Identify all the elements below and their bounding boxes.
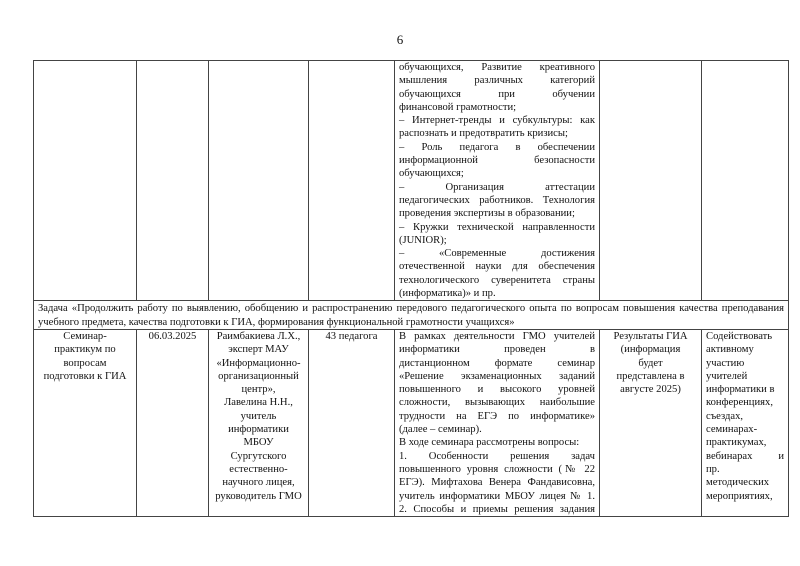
cell-participants: 43 педагога: [309, 329, 395, 516]
content-line: В рамках деятельности ГМО учителей: [399, 330, 595, 342]
content-line: распознать и предотвратить кризисы;: [399, 128, 568, 140]
events-table: [33, 60, 789, 517]
content-line: информатики проведен в: [399, 344, 595, 356]
cell-content: [395, 61, 600, 301]
content-line: финансовой грамотности;: [399, 101, 517, 113]
responsible-line: Сургутского: [230, 450, 287, 462]
recommendation-line: практикумах,: [706, 437, 767, 449]
event-line: подготовки к ГИА: [43, 370, 127, 382]
cell-recommendations: [702, 61, 789, 301]
recommendation-line: мероприятиях,: [706, 490, 773, 502]
content-line: учитель информатики МБОУ лицея № 1.: [399, 490, 595, 502]
content-line: обучающихся, Развитие креативного: [399, 62, 595, 73]
responsible-line: эксперт МАУ: [228, 344, 289, 356]
page-number: 6: [396, 32, 404, 47]
recommendation-line: методических: [706, 477, 770, 489]
content-line: повышенного и высокого уровней: [399, 384, 595, 396]
responsible-line: организационный: [218, 370, 299, 382]
content-line: – Роль педагога в обеспечении: [399, 141, 595, 153]
results-line: представлена в: [616, 370, 685, 382]
content-line: (JUNIOR);: [399, 234, 447, 246]
cell-results: [600, 329, 702, 516]
cell-date: [137, 61, 209, 301]
content-line: трудности на ЕГЭ по информатике»: [399, 410, 595, 422]
cell-responsible: [209, 329, 309, 516]
responsible-line: естественно-: [229, 463, 288, 475]
content-line: – Кружки технической направленности: [399, 221, 595, 233]
recommendation-line: конференциях,: [706, 397, 773, 409]
event-line: Семинар-: [63, 330, 107, 342]
responsible-line: центр»,: [241, 384, 276, 396]
content-line: (далее – семинар).: [399, 424, 482, 436]
event-line: вопросам: [63, 357, 107, 369]
task-row: [34, 301, 789, 330]
recommendation-line: информатики в: [706, 384, 775, 396]
recommendation-line: пр.: [706, 463, 720, 475]
task-text: Задача «Продолжить работу по выявлению, обобщению и распространению передового педагогического опыта по вопросам повышения качества преподавания учебного предмета, качества подготовки к ГИА, формирования функциональной грамотности учащихся»: [34, 301, 789, 330]
results-line: августе 2025): [620, 384, 681, 396]
responsible-line: руководитель ГМО: [215, 490, 302, 502]
cell-results: [600, 61, 702, 301]
content-line: 1. Особенности решения задач: [399, 450, 595, 462]
content-line: ЕГЭ). Мифтахова Венера Фандависовна,: [399, 477, 595, 489]
responsible-line: «Информационно-: [216, 357, 301, 369]
cell-recommendations: [702, 329, 789, 516]
results-line: будет: [638, 357, 663, 369]
content-line: – «Современные достижения: [399, 248, 595, 260]
results-line: Результаты ГИА: [613, 330, 688, 342]
recommendation-line: семинарах-: [706, 424, 758, 436]
recommendation-line: Содействовать: [706, 330, 773, 342]
content-line: повышенного уровня сложности (№ 22: [399, 463, 595, 475]
results-line: (информация: [620, 344, 681, 356]
cell-content: [395, 329, 600, 516]
content-line: технологического суверенитета страны: [399, 274, 595, 286]
responsible-line: МБОУ: [243, 437, 274, 449]
content-line: сложности, вызывающих наибольшие: [399, 397, 595, 409]
cell-responsible: [209, 61, 309, 301]
responsible-line: научного лицея,: [222, 477, 295, 489]
responsible-line: Лавелина Н.Н.,: [224, 397, 293, 409]
content-line: – Интернет-тренды и субкультуры: как: [399, 115, 595, 127]
cell-event: [34, 329, 137, 516]
content-line: (информатика)» и пр.: [399, 288, 496, 300]
responsible-line: Раимбакиева Л.Х.,: [216, 330, 301, 342]
recommendation-line: учителей: [706, 370, 748, 382]
responsible-line: информатики: [228, 424, 289, 436]
content-line: обучающихся;: [399, 168, 464, 180]
table-row-continuation: [34, 61, 789, 301]
content-line: 2. Способы и приемы решения задания: [399, 503, 595, 515]
recommendation-line: активному: [706, 344, 754, 356]
cell-date: 06.03.2025: [137, 329, 209, 516]
content-line: обучающихся при обучении: [399, 88, 595, 100]
content-line: дистанционном формате семинар: [399, 357, 595, 369]
cell-event: [34, 61, 137, 301]
recommendation-line: вебинарах и: [706, 450, 784, 462]
content-line: – Организация аттестации: [399, 181, 595, 193]
event-line: практикум по: [54, 344, 116, 356]
recommendation-line: съездах,: [706, 410, 744, 422]
content-line: информационной безопасности: [399, 155, 595, 167]
table-row-seminar: [34, 329, 789, 516]
content-line: педагогических работников. Технология: [399, 194, 595, 206]
content-line: проведения экспертизы в образовании;: [399, 208, 575, 220]
content-line: «Решение экзаменационных заданий: [399, 370, 595, 382]
cell-participants: [309, 61, 395, 301]
content-line: В ходе семинара рассмотрены вопросы:: [399, 437, 580, 449]
content-line: отечественной науки для обеспечения: [399, 261, 595, 273]
content-line: мышления различных категорий: [399, 75, 595, 87]
responsible-line: учитель: [240, 410, 277, 422]
recommendation-line: участию: [706, 357, 745, 369]
